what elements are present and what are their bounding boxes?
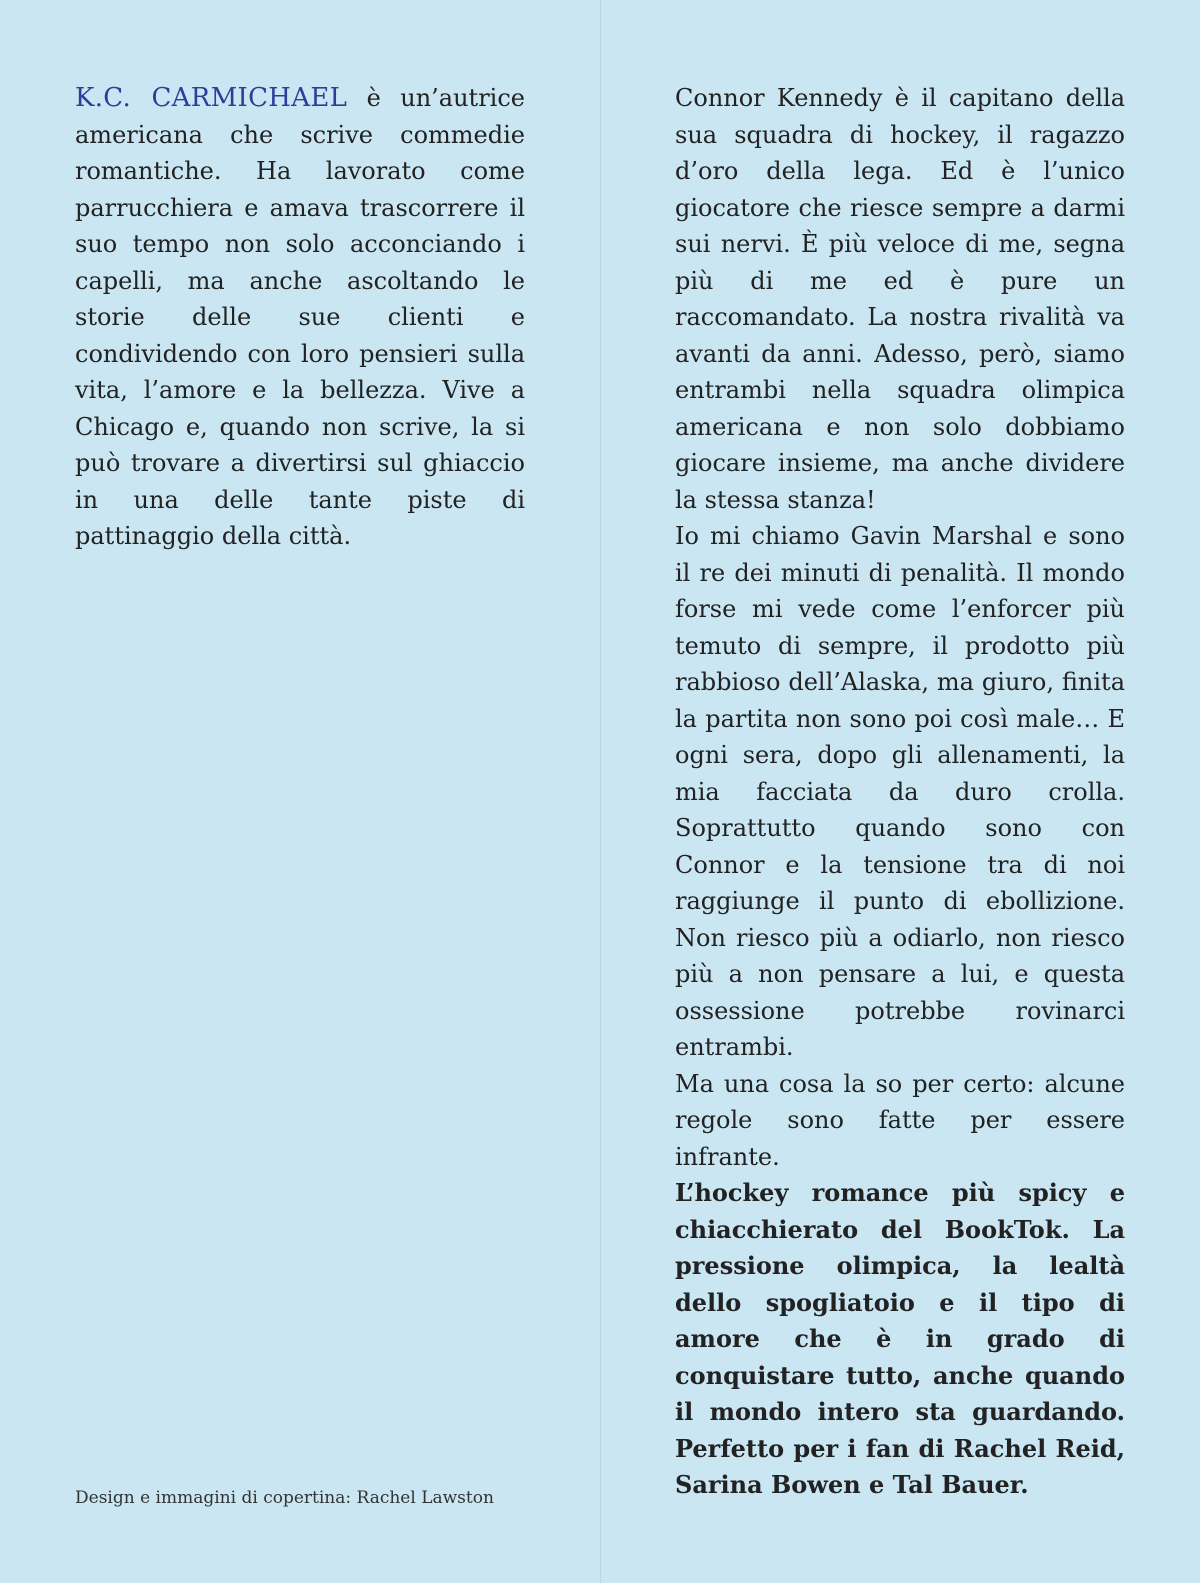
author-name: K.C. CARMICHAEL [75, 83, 348, 113]
synopsis [675, 80, 1125, 1504]
spine-fold [600, 0, 601, 1583]
cover-credits: Design e immagini di copertina: Rachel Lawston [75, 1488, 494, 1508]
author-bio-text: è un’autrice americana che scrive commedie romantiche. Ha lavorato come parrucchiera e amava trascorrere il suo tempo non solo acconciando i capelli, ma anche ascoltando le storie delle sue clienti e condividendo con loro pensieri sulla vita, l’amore e la bellezza. Vive a Chicago e, quando non scrive, la si può trovare a divertirsi sul ghiaccio in una delle tante piste di pattinaggio della città. [75, 84, 525, 550]
synopsis-paragraph: Ma una cosa la so per certo: alcune regole sono fatte per essere infrante. [675, 1069, 1125, 1171]
synopsis-paragraph: Io mi chiamo Gavin Marshal e sono il re dei minuti di penalità. Il mondo forse mi vede come l’enforcer più temuto di sempre, il prodotto più rabbioso dell’Alaska, ma giuro, finita la partita non sono poi così male… E ogni sera, dopo gli allenamenti, la mia facciata da duro crolla. Soprattutto quando sono con Connor e la tensione tra di noi raggiunge il punto di ebollizione. Non riesco più a odiarlo, non riesco più a non pensare a lui, e questa ossessione potrebbe rovinarci entrambi. [675, 522, 1125, 1061]
synopsis-paragraph: Connor Kennedy è il capitano della sua squadra di hockey, il ragazzo d’oro della lega. Ed è l’unico giocatore che riesce sempre a darmi sui nervi. È più veloce di me, segna più di me ed è pure un raccomandato. La nostra rivalità va avanti da anni. Adesso, però, siamo entrambi nella squadra olimpica americana e non solo dobbiamo giocare insieme, ma anche dividere la stessa stanza! [675, 84, 1125, 514]
author-bio [75, 80, 525, 555]
synopsis-tagline: L’hockey romance più spicy e chiacchierato del BookTok. La pressione olimpica, la lealtà dello spogliatoio e il tipo di amore che è in grado di conquistare tutto, anche quando il mondo intero sta guardando. Perfetto per i fan di Rachel Reid, Sarina Bowen e Tal Bauer. [675, 1178, 1125, 1499]
